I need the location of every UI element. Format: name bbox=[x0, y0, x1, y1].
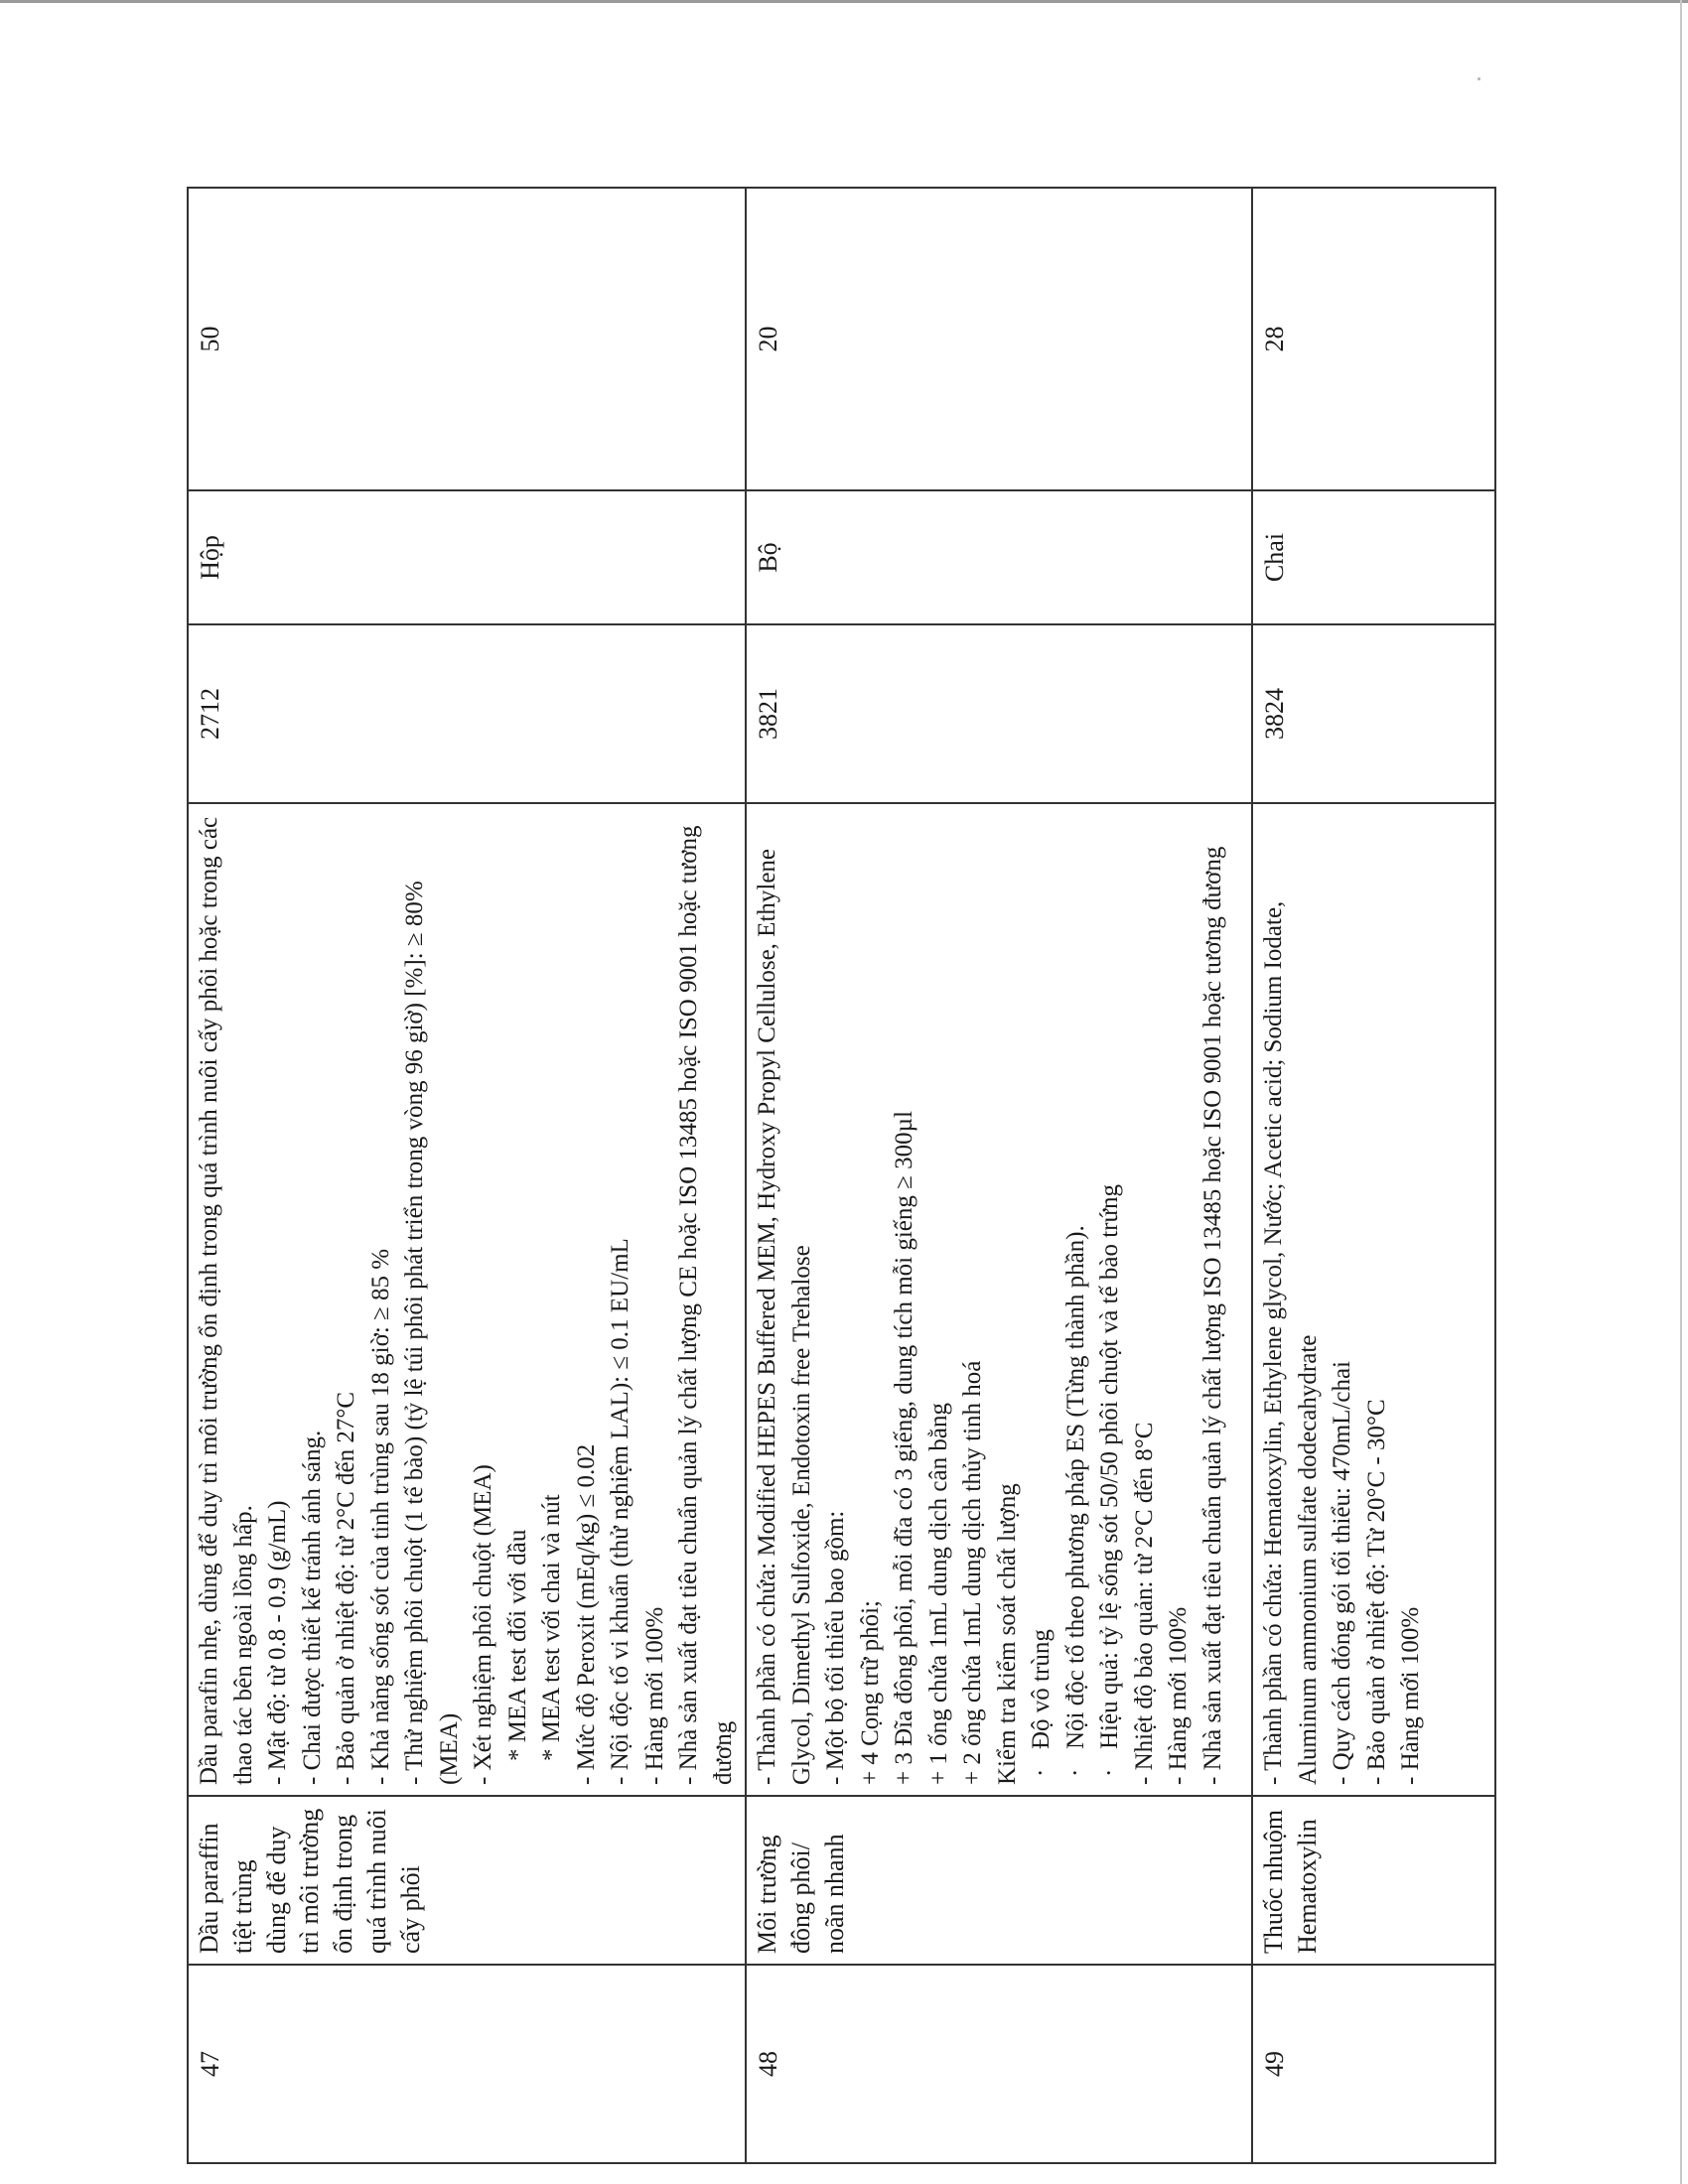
item-name: Môi trường đông phôi/ noãn nhanh bbox=[746, 1796, 1252, 1965]
spec-table bbox=[187, 187, 1496, 2164]
spec-bullet-text: Hiệu quả: tỷ lệ sống sót 50/50 phôi chuột và tế bào trứng bbox=[1096, 1183, 1123, 1749]
scan-top-edge bbox=[0, 0, 1688, 3]
spec-line: - Hàng mới 100% bbox=[1397, 1606, 1424, 1785]
spec-bullet-text: Độ vô trùng bbox=[1028, 1629, 1055, 1749]
spec-line: - Mức độ Peroxit (mEq/kg) ≤ 0.02 bbox=[572, 1443, 600, 1785]
spec-line: Kiểm tra kiểm soát chất lượng bbox=[993, 1483, 1021, 1785]
item-quantity: 50 bbox=[188, 188, 746, 490]
bullet-icon: · bbox=[1028, 1768, 1055, 1777]
spec-bullet-line bbox=[1093, 814, 1128, 1785]
spec-bullet-text: Nội độc tố theo phương pháp ES (Từng thành phần). bbox=[1061, 1225, 1089, 1749]
spec-line: - Hàng mới 100% bbox=[1165, 1606, 1192, 1785]
spec-line: - Hàng mới 100% bbox=[640, 1606, 668, 1785]
row-number: 49 bbox=[1252, 1965, 1495, 2163]
table-row bbox=[1252, 188, 1495, 2163]
item-code: 3824 bbox=[1252, 624, 1495, 803]
spec-line: - Bảo quản ở nhiệt độ: từ 2°C đến 27°C bbox=[333, 1391, 359, 1785]
spec-line: - Thử nghiệm phôi chuột (1 tế bào) (tỷ lệ túi phôi phát triển trong vòng 96 giờ) [%]: ≥ 80% (MEA) bbox=[401, 881, 463, 1785]
table-row bbox=[746, 188, 1252, 2163]
rotated-table-container bbox=[187, 189, 1423, 2164]
item-code: 2712 bbox=[188, 624, 746, 803]
item-quantity: 28 bbox=[1252, 188, 1495, 490]
item-quantity: 20 bbox=[746, 188, 1252, 490]
scan-right-edge bbox=[1680, 0, 1682, 2184]
item-specification bbox=[188, 803, 746, 1796]
scan-speck bbox=[1477, 77, 1480, 80]
spec-bullet-line bbox=[1025, 814, 1059, 1785]
item-code: 3821 bbox=[746, 624, 1252, 803]
spec-line: - Một bộ tối thiểu bao gồm: bbox=[822, 1510, 849, 1785]
spec-line: - Nhà sản xuất đạt tiêu chuẩn quản lý chất lượng ISO 13485 hoặc ISO 9001 hoặc tương đương bbox=[1198, 846, 1226, 1785]
spec-line: - Khả năng sống sót của tinh trùng sau 18 giờ: ≥ 85 % bbox=[366, 1248, 394, 1785]
spec-line: + 1 ống chứa 1mL dung dịch cân bằng bbox=[924, 1403, 952, 1785]
item-name: Dầu paraffin tiệt trùng dùng để duy trì môi trường ổn định trong quá trình nuôi cấy phôi bbox=[188, 1796, 746, 1965]
spec-line: - Quy cách đóng gói tối thiểu: 470mL/chai bbox=[1329, 1361, 1355, 1785]
item-specification bbox=[1252, 803, 1495, 1796]
row-number: 47 bbox=[188, 1965, 746, 2163]
spec-line: + 4 Cọng trữ phôi; bbox=[856, 1600, 884, 1785]
item-unit: Bộ bbox=[746, 490, 1252, 624]
spec-line: - Chai được thiết kế tránh ánh sáng. bbox=[298, 1430, 326, 1785]
item-name: Thuốc nhuộm Hematoxylin bbox=[1252, 1796, 1495, 1965]
item-unit: Chai bbox=[1252, 490, 1495, 624]
spec-bullet-line bbox=[1059, 814, 1094, 1785]
spec-line: + 3 Đĩa đông phôi, mỗi đĩa có 3 giếng, dung tích mỗi giếng ≥ 300µl bbox=[891, 1111, 917, 1785]
spec-line: - Nội độc tố vi khuẩn (thử nghiệm LAL): ≤ 0.1 EU/mL bbox=[607, 1238, 633, 1785]
spec-line: - Bảo quản ở nhiệt độ: Từ 20°C - 30°C bbox=[1362, 1399, 1390, 1785]
spec-line: + 2 ống chứa 1mL dung dịch thủy tinh hoá bbox=[959, 1360, 986, 1785]
spec-line: - Thành phần có chứa: Modified HEPES Buffered MEM, Hydroxy Propyl Cellulose, Ethylene Glycol, Dimethyl Sulfoxide, Endotoxin free Trehalose bbox=[754, 848, 815, 1785]
spec-line: Dầu parafin nhẹ, dùng để duy trì môi trường ổn định trong quá trình nuôi cấy phôi hoặc trong các thao tác bên ngoài lồng hấp. bbox=[196, 816, 257, 1785]
spec-line: * MEA test đối với dầu bbox=[503, 1529, 531, 1761]
spec-line: - Xét nghiệm phôi chuột (MEA) bbox=[470, 1464, 496, 1785]
item-specification bbox=[746, 803, 1252, 1796]
spec-line: - Thành phần có chứa: Hematoxylin, Ethylene glycol, Nước; Acetic acid; Sodium Iodate, Aluminum ammonium sulfate dodecahydrate bbox=[1260, 900, 1322, 1785]
table-row bbox=[188, 188, 746, 2163]
bullet-icon: · bbox=[1061, 1768, 1089, 1777]
row-number: 48 bbox=[746, 1965, 1252, 2163]
spec-line: * MEA test với chai và nút bbox=[538, 1494, 565, 1761]
spec-line: - Nhà sản xuất đạt tiêu chuẩn quản lý chất lượng CE hoặc ISO 13485 hoặc ISO 9001 hoặc tương đương bbox=[675, 825, 737, 1785]
spec-line: - Mật độ: từ 0.8 - 0.9 (g/mL) bbox=[264, 1500, 291, 1785]
item-unit: Hộp bbox=[188, 490, 746, 624]
bullet-icon: · bbox=[1096, 1768, 1123, 1777]
spec-line: - Nhiệt độ bảo quản: từ 2°C đến 8°C bbox=[1130, 1422, 1158, 1785]
